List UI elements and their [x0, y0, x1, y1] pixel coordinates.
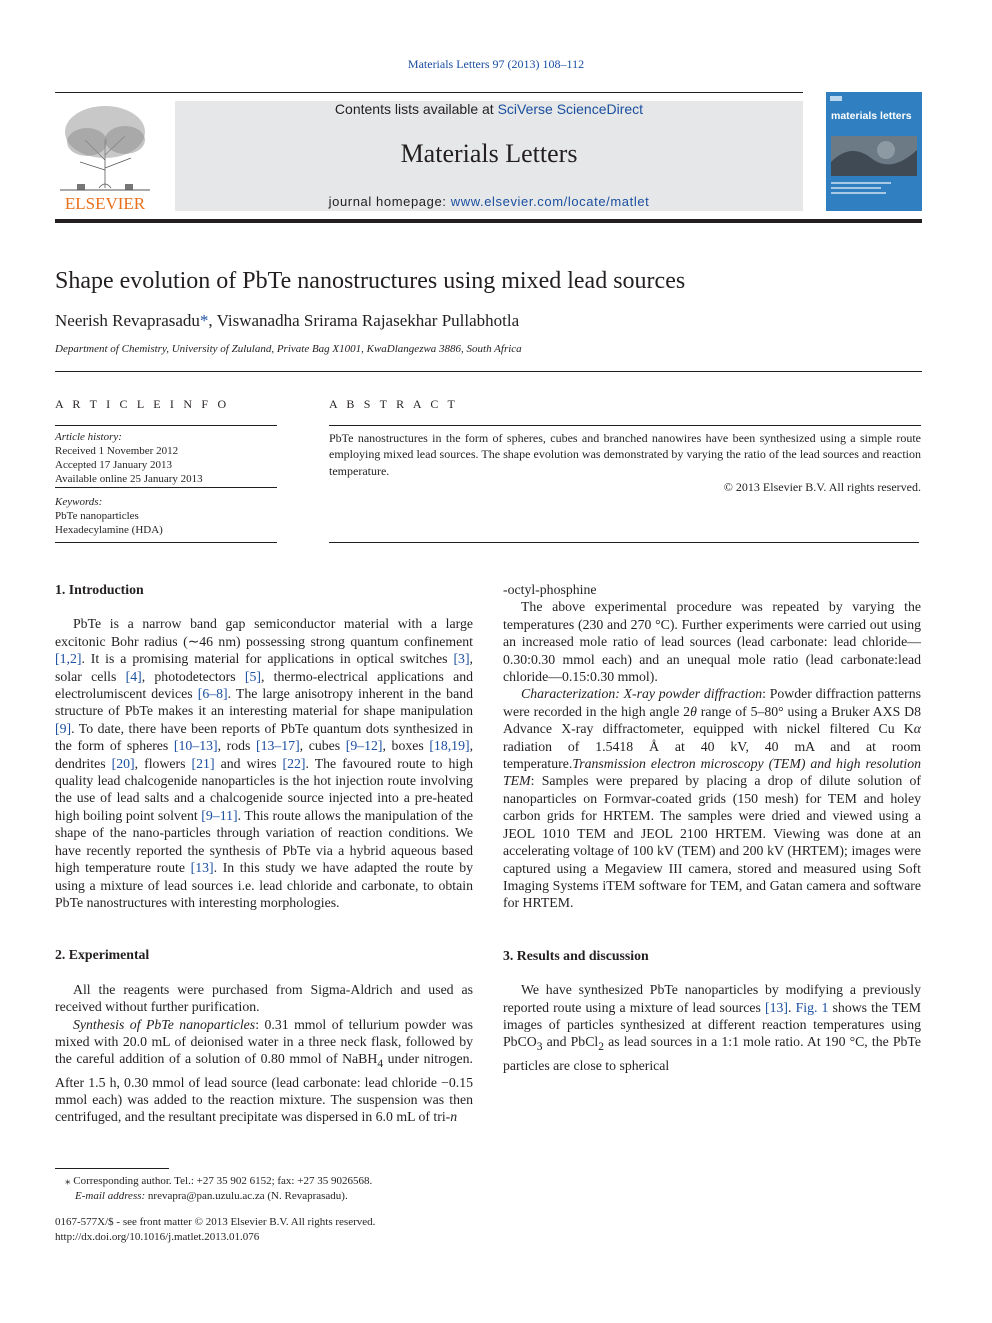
divider-rule [55, 487, 277, 488]
contents-line: Contents lists available at SciVerse ScienceDirect [334, 101, 644, 117]
author-2: , Viswanadha Srirama Rajasekhar Pullabhotla [208, 311, 520, 330]
citation-link[interactable]: [10–13] [173, 738, 218, 754]
elsevier-logo[interactable] [55, 100, 155, 212]
divider-rule [329, 542, 919, 543]
citation-link[interactable]: [4] [125, 668, 142, 684]
accepted-date: Accepted 17 January 2013 [55, 459, 172, 471]
body-column-right-content [503, 581, 921, 1201]
synthesis-paragraph: Synthesis of PbTe nanoparticles: 0.31 mmol of tellurium powder was mixed with 20.0 mL of deionised water in a three neck flask, followed by the careful addition of a solution of 0.80 mmol of NaBH$_4$ under nitrogen. After 1.5 h, 0.30 mmol of lead source (lead carbonate: lead chloride −0.15 mmol each) was added to the reaction mixture. The suspension was then centrifuged, and the resultant precipitate was dispersed in 6.0 mL of tri-n [55, 1016, 473, 1125]
section-heading-experimental: 2. Experimental [55, 947, 150, 963]
journal-cover-thumbnail[interactable] [826, 92, 922, 211]
synthesis-paragraph-continued: -octyl-phosphine [503, 582, 597, 597]
issn-line: 0167-577X/$ - see front matter © 2013 Elsevier B.V. All rights reserved. [55, 1216, 376, 1228]
abstract-heading: A B S T R A C T [329, 397, 459, 411]
keywords-label: Keywords: [55, 496, 103, 508]
elsevier-tree-icon [55, 100, 155, 212]
keyword: PbTe nanoparticles [55, 510, 139, 522]
online-date: Available online 25 January 2013 [55, 473, 203, 485]
characterization-paragraph: Characterization: X-ray powder diffraction: Powder diffraction patterns were recorded in the high angle 2θ range of 5–80° using a Bruker AXS D8 Advance X-ray diffractometer, equipped with nickel filtered Cu Kα radiation of 1.5418 Å at 40 kV, 40 mA and at room temperature.Transmission electron microscopy (TEM) and high resolution TEM: Samples were prepared by placing a drop of dilute solution of nanoparticles on Formvar-coated grids (150 mesh) for TEM and holey carbon grids for HRTEM. The samples were dried and viewed using a JEOL 1010 TEM and JEOL 2100 HRTEM. Viewing was done at an accelerating voltage of 100 kV (TEM) and 200 kV (HRTEM); images were captured using a Megaview III camera, stored and measured using Soft Imaging Systems iTEM software for TEM, and Gatan camera and software for HRTEM. [503, 686, 921, 911]
intro-paragraph: PbTe is a narrow band gap semiconductor material with a large excitonic Bohr radius (∼46 nm) possessing strong quantum confinement [1,2]. It is a promising material for applications in optical switches [3], solar cells [4], photodetectors [5], thermo-electrical applications and electrolumiscent devices [6–8]. The large anisotropy inherent in the band structure of PbTe makes it an interesting material for shape manipulation [9]. To date, there have been reports of PbTe quantum dots synthesized in the form of spheres [10–13], rods [13–17], cubes [9–12], boxes [18,19], dendrites [20], flowers [21] and wires [22]. The favoured route to high quality lead chalcogenide nanoparticles is the hot injection route involving the use of lead salts and a chalcogenide source injected into a pre-heated high boiling point solvent [9–11]. This route allows the manipulation of the shape of the nano-particles through variation of reaction conditions. We have recently reported the synthesis of PbTe via a hybrid aqueous based high temperature route [13]. In this study we have adapted the route by using a mixture of lead sources i.e. lead chloride and carbonate, to obtain PbTe nanostructures with interesting morphologies. [55, 616, 474, 910]
citation-link[interactable]: [5] [244, 668, 261, 684]
citation-link[interactable]: [18,19] [429, 738, 470, 754]
divider-rule [55, 542, 277, 543]
footnote-rule [55, 1168, 169, 1169]
experimental-paragraph: All the reagents were purchased from Sigma-Aldrich and used as received without further purification. [55, 981, 473, 1015]
body-column-left [55, 581, 473, 1126]
corresponding-author-note: ⁎ Corresponding author. Tel.: +27 35 902 6152; fax: +27 35 9026568. [65, 1175, 373, 1187]
svg-text:ELSEVIER: ELSEVIER [64, 194, 146, 212]
homepage-link[interactable]: www.elsevier.com/locate/matlet [450, 194, 650, 209]
journal-reference[interactable]: Materials Letters 97 (2013) 108–112 [407, 57, 585, 71]
history-label: Article history: [55, 431, 122, 443]
corresponding-author-mark[interactable]: * [199, 311, 209, 330]
issn-doi-block [55, 1215, 375, 1245]
author-list [55, 311, 519, 331]
figure-link[interactable]: Fig. 1 [795, 999, 829, 1015]
citation-link[interactable]: [1,2] [55, 651, 82, 667]
experimental-repeat-paragraph: The above experimental procedure was repeated by varying the temperatures (230 and 270 °C). Further experiments were carried out using an increased mole ratio of lead sources (lead carbonate: lead chloride—0.30:0.30 mmol each) and an unequal mole ratio (lead carbonate:lead chloride—0.15:0.30 mmol). [503, 599, 921, 685]
citation-link[interactable]: [13] [765, 999, 788, 1015]
divider-rule [55, 371, 922, 372]
section-heading-introduction: 1. Introduction [55, 582, 144, 597]
doi-link[interactable]: http://dx.doi.org/10.1016/j.matlet.2013.01.076 [55, 1231, 260, 1243]
citation-link[interactable]: [22] [282, 755, 306, 771]
header-top-rule [55, 92, 803, 93]
divider-rule [55, 425, 277, 426]
email-address[interactable]: nrevapra@pan.uzulu.ac.za (N. Revaprasadu). [145, 1190, 348, 1202]
citation-link[interactable]: [3] [453, 651, 470, 667]
footnotes [55, 1174, 372, 1204]
keyword: Hexadecylamine (HDA) [55, 524, 163, 536]
email-note: E-mail address: nrevapra@pan.uzulu.ac.za (N. Revaprasadu). [75, 1190, 348, 1202]
abstract-text: PbTe nanostructures in the form of spheres, cubes and branched nanowires have been synthesized using a simple route employing mixed lead sources. The shape evolution was demonstrated by varying the ratio of the lead sources and reaction temperature. [329, 431, 921, 478]
abstract-copyright: © 2013 Elsevier B.V. All rights reserved. [723, 480, 921, 494]
citation-link[interactable]: [13] [190, 860, 214, 876]
article-info-heading: A R T I C L E I N F O [55, 397, 230, 411]
citation-link[interactable]: [9–12] [345, 738, 383, 754]
citation-link[interactable]: [9] [55, 720, 72, 736]
citation-link[interactable]: [20] [111, 755, 135, 771]
journal-name: Materials Letters [400, 139, 578, 168]
sciencedirect-link[interactable]: SciVerse ScienceDirect [497, 101, 644, 117]
divider-rule [329, 425, 921, 426]
citation-link[interactable]: [6–8] [197, 686, 228, 702]
citation-link[interactable]: [13–17] [255, 738, 300, 754]
homepage-line: journal homepage: www.elsevier.com/locate/matlet [328, 194, 650, 209]
affiliation: Department of Chemistry, University of Zululand, Private Bag X1001, KwaDlangezwa 3886, South Africa [55, 343, 522, 355]
author-1[interactable]: Neerish Revaprasadu [55, 311, 200, 330]
section-heading-results: 3. Results and discussion [503, 947, 649, 963]
cover-image [826, 92, 922, 211]
citation-link[interactable]: [9–11] [201, 807, 238, 823]
header-thick-rule [55, 219, 922, 223]
results-paragraph: We have synthesized PbTe nanoparticles by modifying a previously reported route using a mixture of lead sources [13]. Fig. 1 shows the TEM images of particles synthesized at different reaction temperatures using PbCO$_3$ and PbCl$_2$ as lead sources in a 1:1 mole ratio. At 190 °C, the PbTe particles are close to spherical [503, 982, 921, 1073]
citation-link[interactable]: [21] [191, 755, 215, 771]
article-title: Shape evolution of PbTe nanostructures using mixed lead sources [55, 268, 686, 294]
svg-text:materials letters: materials letters [831, 110, 912, 122]
received-date: Received 1 November 2012 [55, 445, 179, 457]
